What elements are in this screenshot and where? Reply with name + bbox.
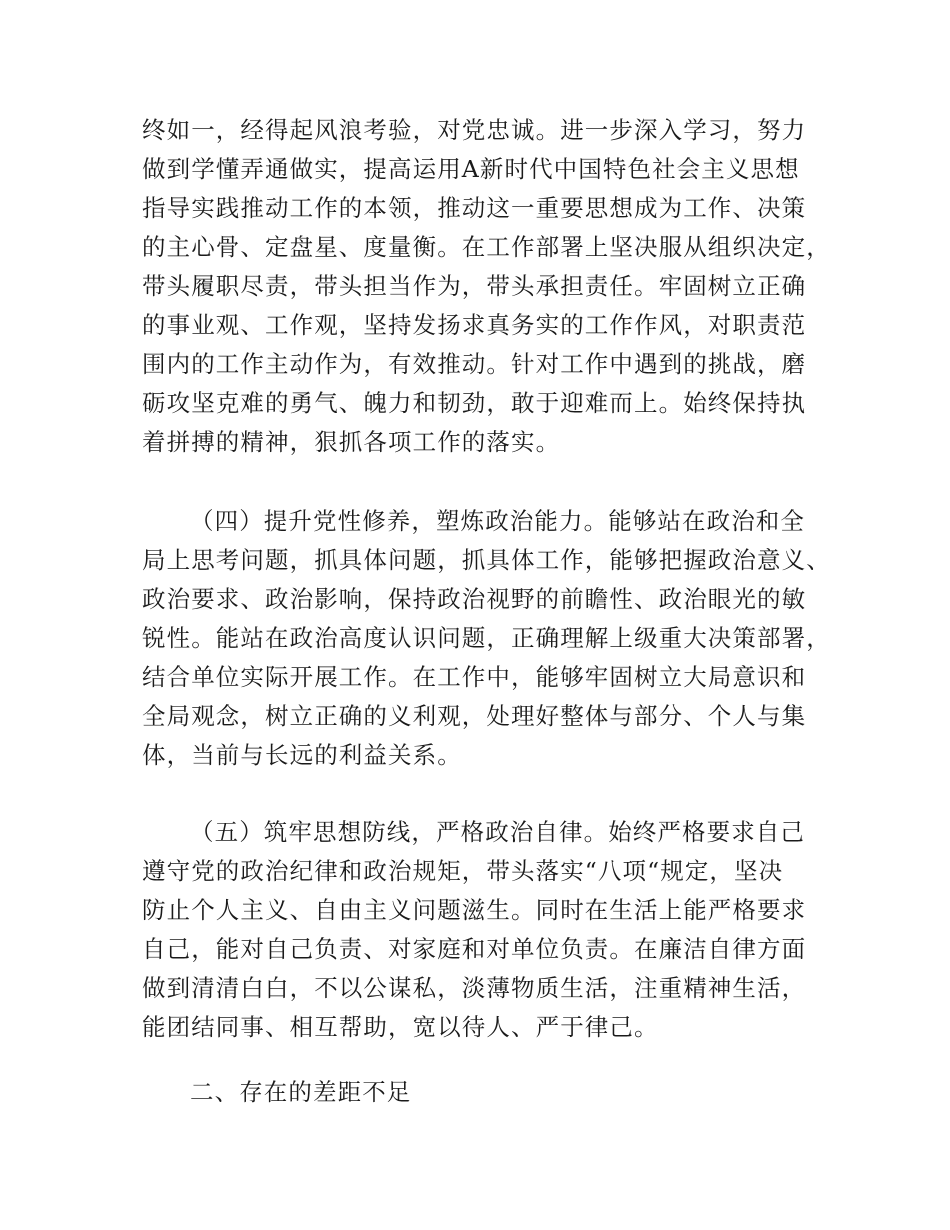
paragraph-3-line-2: 遵守党的政治纪律和政治规矩，带头落实“八项“规定，坚决: [142, 857, 784, 885]
paragraph-2-line-3: 政治要求、政治影响，保持政治视野的前瞻性、政治眼光的敏: [142, 585, 807, 613]
paragraph-1-line-5: 带头履职尽责，带头担当作为，带头承担责任。牢固树立正确: [142, 272, 807, 300]
paragraph-1-line-8: 砺攻坚克难的勇气、魄力和韧劲，敢于迎难而上。始终保持执: [142, 389, 807, 417]
paragraph-2-line-6: 全局观念，树立正确的义利观，处理好整体与部分、个人与集: [142, 702, 807, 730]
section-heading: 二、存在的差距不足: [190, 1078, 412, 1106]
paragraph-2-line-2: 局上思考问题，抓具体问题，抓具体工作，能够把握政治意义、: [142, 546, 831, 574]
paragraph-1-line-7: 围内的工作主动作为，有效推动。针对工作中遇到的挑战，磨: [142, 350, 807, 378]
paragraph-2-line-5: 结合单位实际开展工作。在工作中，能够牢固树立大局意识和: [142, 663, 807, 691]
paragraph-3-line-6: 能团结同事、相互帮助，宽以待人、严于律己。: [142, 1013, 659, 1041]
paragraph-2-line-4: 锐性。能站在政治高度认识问题，正确理解上级重大决策部署，: [142, 624, 831, 652]
paragraph-3-line-3: 防止个人主义、自由主义问题滋生。同时在生活上能严格要求: [142, 896, 807, 924]
paragraph-1-line-1: 终如一，经得起风浪考验，对党忠诚。进一步深入学习，努力: [142, 116, 807, 144]
paragraph-3-line-5: 做到清清白白，不以公谋私，淡薄物质生活，注重精神生活，: [142, 974, 807, 1002]
paragraph-2-line-7: 体，当前与长远的利益关系。: [142, 741, 462, 769]
paragraph-2-line-1: （四）提升党性修养，塑炼政治能力。能够站在政治和全: [190, 507, 805, 535]
paragraph-1-line-9: 着拼搏的精神，狠抓各项工作的落实。: [142, 428, 561, 456]
paragraph-1-line-4: 的主心骨、定盘星、度量衡。在工作部署上坚决服从组织决定，: [142, 233, 831, 261]
paragraph-1-line-3: 指导实践推动工作的本领，推动这一重要思想成为工作、决策: [142, 194, 807, 222]
paragraph-3-line-4: 自己，能对自己负责、对家庭和对单位负责。在廉洁自律方面: [142, 935, 807, 963]
paragraph-1-line-2: 做到学懂弄通做实，提高运用A新时代中国特色社会主义思想: [142, 155, 800, 183]
paragraph-3-line-1: （五）筑牢思想防线，严格政治自律。始终严格要求自己: [190, 818, 805, 846]
paragraph-1-line-6: 的事业观、工作观，坚持发扬求真务实的工作作风，对职责范: [142, 311, 807, 339]
